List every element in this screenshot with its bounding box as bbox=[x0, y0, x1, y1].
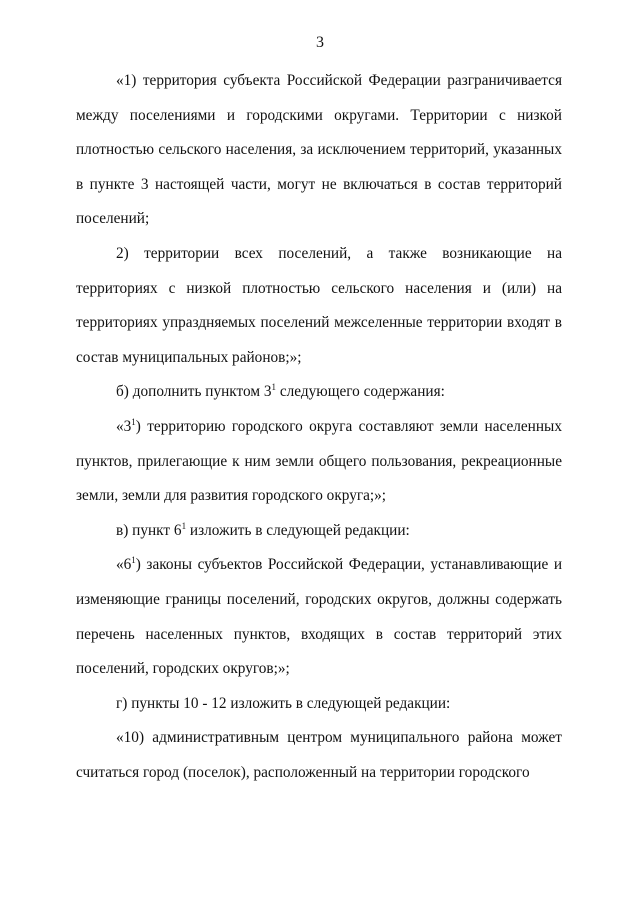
superscript: 1 bbox=[181, 520, 187, 531]
paragraph-text: «3 bbox=[116, 417, 132, 435]
paragraph-item-b bbox=[76, 375, 562, 410]
page-number: 3 bbox=[316, 34, 324, 51]
paragraph-text: в) пункт 6 bbox=[116, 521, 182, 539]
paragraph-item-v bbox=[76, 514, 562, 549]
paragraph-text: г) пункты 10 - 12 изложить в следующей редакции: bbox=[116, 694, 451, 712]
paragraph-item-g bbox=[76, 687, 562, 722]
paragraph-text: ) территорию городского округа составляют земли населенных пунктов, прилегающие к ним земли общего пользования, рекреационные земли, земли для развития городского округа;»; bbox=[76, 417, 562, 505]
paragraph-item-6-1 bbox=[76, 548, 562, 686]
paragraph-text: ) законы субъектов Российской Федерации, устанавливающие и изменяющие границы поселений, городских округов, должны содержать перечень населенных пунктов, входящих в состав территорий этих поселений, городских округов;»; bbox=[76, 556, 562, 678]
paragraph-text: «6 bbox=[116, 556, 132, 574]
paragraph-text: «10) административным центром муниципального района может считаться город (поселок), расположенный на территории городского bbox=[76, 729, 562, 781]
paragraph-text: б) дополнить пунктом 3 bbox=[116, 383, 272, 401]
paragraph-item-1 bbox=[76, 64, 562, 237]
paragraph-text: 2) территории всех поселений, а также возникающие на территориях с низкой плотностью сельского населения и (или) на территориях упраздняемых поселений межселенные территории входят в состав муниципальных районов;»; bbox=[76, 244, 562, 366]
paragraph-item-2 bbox=[76, 237, 562, 375]
superscript: 1 bbox=[271, 382, 277, 393]
document-body bbox=[76, 64, 562, 790]
superscript: 1 bbox=[131, 416, 136, 427]
superscript: 1 bbox=[131, 555, 136, 566]
paragraph-text: «1) территория субъекта Российской Федерации разграничивается между поселениями и городскими округами. Территории с низкой плотностью сельского населения, за исключением территорий, указанных в пункте 3 настоящей части, могут не включаться в состав территорий поселений; bbox=[76, 72, 562, 228]
paragraph-item-3-1 bbox=[76, 410, 562, 514]
paragraph-text: следующего содержания: bbox=[276, 383, 445, 401]
paragraph-text: изложить в следующей редакции: bbox=[186, 521, 410, 539]
paragraph-item-10 bbox=[76, 721, 562, 790]
